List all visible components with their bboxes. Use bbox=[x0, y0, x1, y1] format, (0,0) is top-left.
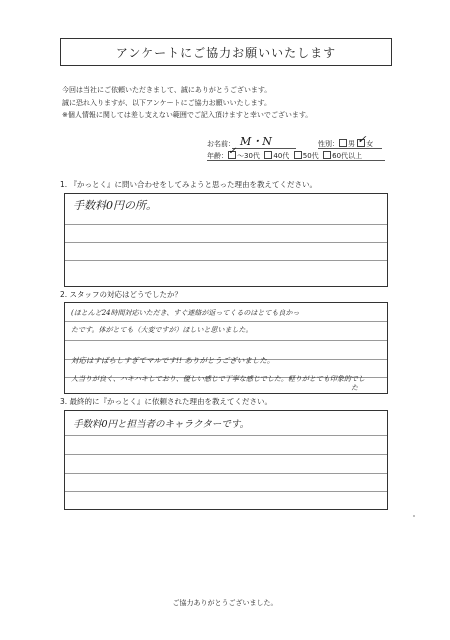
handwritten-answer: 手数料0円の所。 bbox=[73, 199, 157, 212]
scan-mark bbox=[413, 515, 415, 517]
gender-label: 性別： bbox=[318, 140, 339, 148]
ruled-line bbox=[65, 321, 387, 322]
name-label: お名前： bbox=[207, 140, 235, 148]
age-option-label: 60代以上 bbox=[332, 152, 363, 160]
ruled-line bbox=[65, 340, 387, 341]
gender-male-checkbox[interactable] bbox=[339, 139, 347, 147]
gender-female-label: 女 bbox=[366, 140, 374, 148]
name-underline bbox=[232, 148, 296, 149]
ruled-line bbox=[65, 473, 387, 474]
intro-line: 誠に恐れ入りますが、以下アンケートにご協力お願いいたします。 bbox=[62, 98, 272, 107]
age-option-checkbox[interactable] bbox=[323, 151, 331, 159]
gender-female-checkbox[interactable] bbox=[357, 133, 367, 147]
age-option-label: 50代 bbox=[302, 152, 319, 160]
ruled-line bbox=[65, 454, 387, 455]
age-label: 年齢： bbox=[207, 152, 228, 160]
survey-title-text: アンケートにご協力お願いいたします bbox=[115, 45, 337, 60]
footer-thanks: ご協力ありがとうございました。 bbox=[172, 599, 278, 607]
ruled-line bbox=[65, 224, 387, 225]
ruled-line bbox=[65, 260, 387, 261]
age-option-label: 40代 bbox=[273, 152, 290, 160]
handwritten-answer: たです。体がとても（大変ですが）ほしいと思いました。 bbox=[71, 326, 253, 334]
age-underline bbox=[207, 160, 385, 161]
question-3-label: 3. 最終的に『かっとく』に依頼された理由を教えてください。 bbox=[60, 397, 273, 406]
handwritten-answer: (ほとんど24時間対応いただき、すぐ連絡が返ってくるのはとても良かっ bbox=[71, 309, 300, 317]
question-1-label: 1. 『かっとく』に問い合わせをしてみようと思った理由を教えてください。 bbox=[60, 180, 318, 189]
intro-line: ※個人情報に関しては差し支えない範囲でご記入頂けますと幸いでございます。 bbox=[62, 111, 313, 119]
check-mark-icon: ✓ bbox=[357, 133, 367, 146]
answer-box-3 bbox=[64, 410, 388, 510]
age-option-checkbox[interactable] bbox=[228, 146, 237, 159]
age-option-checkbox[interactable] bbox=[264, 151, 272, 159]
survey-title bbox=[60, 38, 392, 66]
answer-box-1 bbox=[64, 193, 388, 287]
ruled-line bbox=[65, 435, 387, 436]
handwritten-answer: 人当りが良く、ハキハキしており、優しい感じで丁寧な感じでした。軽りがとても印象的でし bbox=[71, 375, 365, 383]
age-option-checkbox[interactable] bbox=[294, 151, 302, 159]
handwritten-answer: た bbox=[351, 384, 358, 392]
answer-box-2 bbox=[64, 302, 388, 394]
handwritten-answer: 対応はすばらしすぎてマルです!! ありがとうございました。 bbox=[71, 356, 275, 365]
ruled-line bbox=[65, 491, 387, 492]
question-2-label: 2. スタッフの対応はどうでしたか？ bbox=[60, 290, 183, 299]
ruled-line bbox=[65, 242, 387, 243]
handwritten-answer: 手数料0円と担当者のキャラクターです。 bbox=[73, 419, 250, 430]
gender-male-label: 男 bbox=[348, 140, 355, 148]
intro-line: 今回は当社にご依頼いただきまして、誠にありがとうございます。 bbox=[62, 86, 272, 94]
check-mark-icon: ✓ bbox=[228, 146, 237, 157]
age-option-label: ～30代 bbox=[237, 152, 260, 160]
name-value: M・N bbox=[240, 135, 272, 148]
gender-underline bbox=[318, 148, 382, 149]
intro-text bbox=[62, 84, 312, 122]
